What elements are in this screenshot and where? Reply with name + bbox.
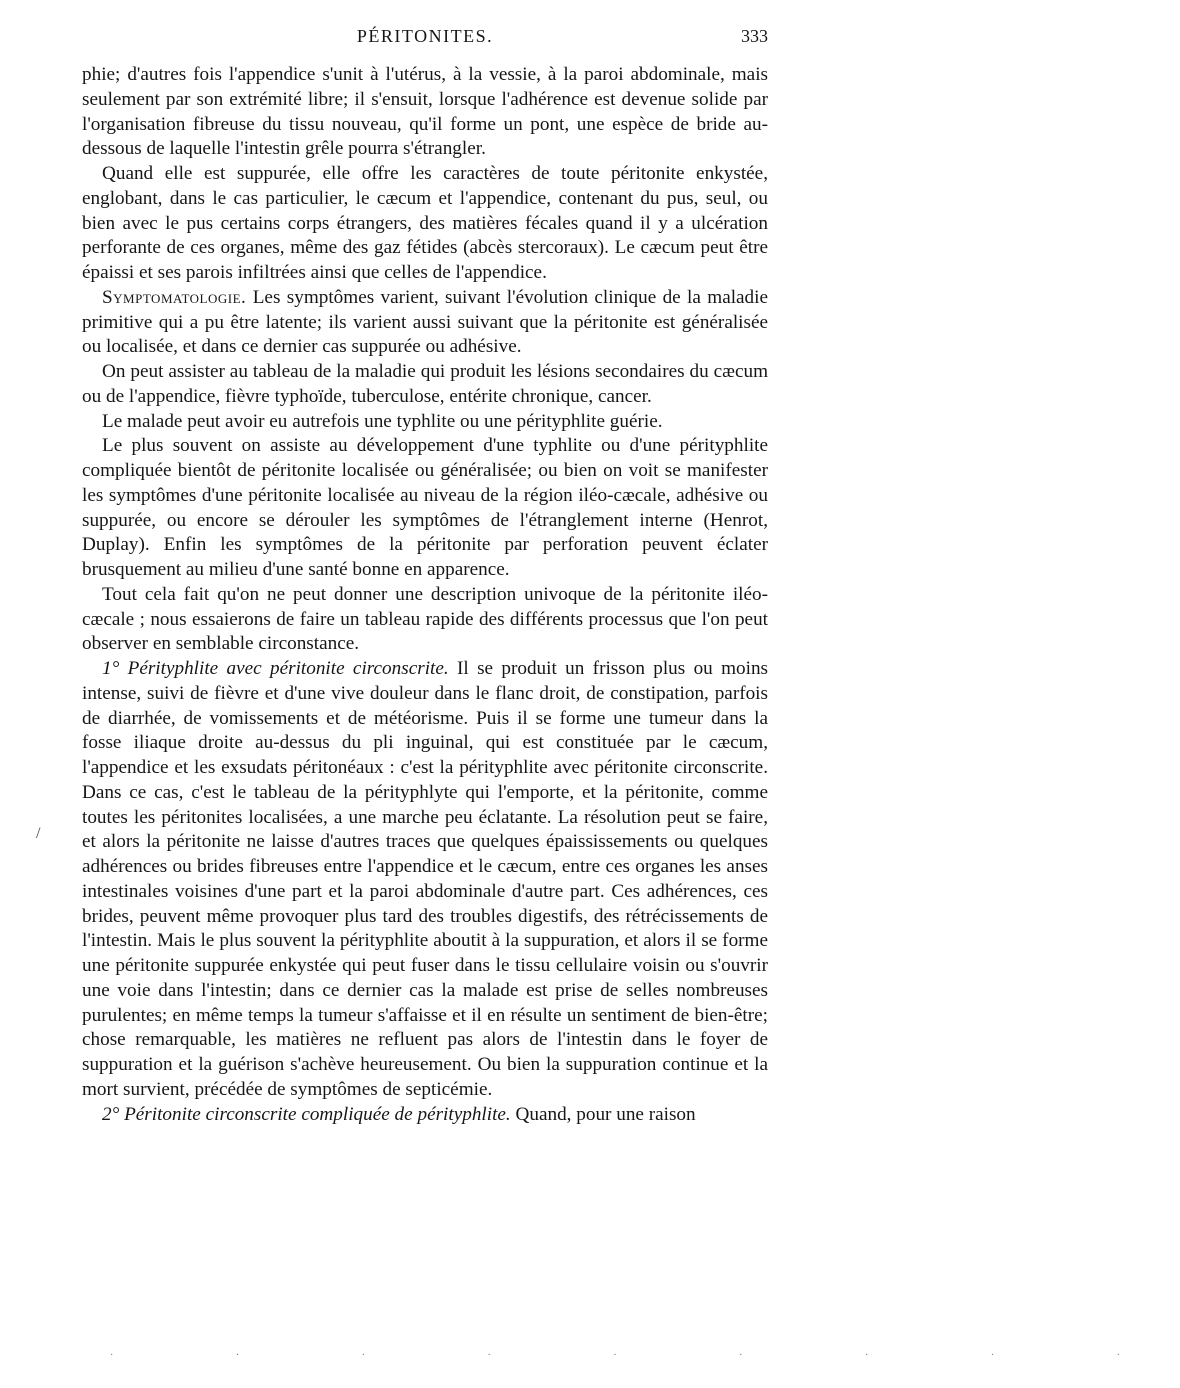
paragraph-perityphlite: 1° Pérityphlite avec péritonite circonscrite. Il se produit un frisson plus ou moins intense, suivi de fièvre et d'une vive douleur dans le flanc droit, de constipation, parfois de diarrhée, de vomissements et de météorisme. Puis il se forme une tumeur dans la fosse iliaque droite au-dessus du pli inguinal, qui est constituée par le cæcum, l'appendice et les exsudats péritonéaux : c'est la pérityphlite avec péritonite circonscrite. Dans ce cas, c'est le tableau de la pérityphlyte qui l'emporte, et la péritonite, comme toutes les péritonites localisées, a une marche peu éclatante. La résolution peut se faire, et alors la péritonite ne laisse d'autres traces que quelques épaississements ou quelques adhérences ou brides fibreuses entre l'appendice et le cæcum, entre ces organes les anses intestinales voisines d'une part et la paroi abdominale d'autre part. Ces adhérences, ces brides, peuvent même provoquer plus tard des troubles digestifs, des rétrécissements de l'intestin. Mais le plus souvent la pérityphlite aboutit à la suppuration, et alors il se forme une péritonite suppurée enkystée qui peut fuser dans le tissu cellulaire voisin ou s'ouvrir une voie dans l'intestin; dans ce dernier cas la malade est prise de selles nombreuses purulentes; en même temps la tumeur s'affaisse et il en résulte un sentiment de bien-être; chose remarquable, les matières ne refluent pas alors de l'intestin dans le foyer de suppuration et la guérison s'achève heureusement. Ou bien la suppuration continue et la mort survient, précédée de symptômes de septicémie. — [82, 658, 768, 1100]
section-lead: Symptomatologie. — [102, 286, 247, 308]
section-lead: 2° Péritonite circonscrite compliquée de pérityphlite. — [102, 1103, 511, 1125]
paragraph-1: phie; d'autres fois l'appendice s'unit à l'utérus, à la vessie, à la paroi abdominale, mais seulement par son extrémité libre; il s'ensuit, lorsque l'adhérence est devenue solide par l'organisation fibreuse du tissu nouveau, qu'il forme un pont, une espèce de bride au-dessous de laquelle l'intestin grêle pourra s'étrangler. — [82, 64, 768, 160]
section-lead: 1° Pérityphlite avec péritonite circonscrite. — [102, 658, 449, 679]
bleed-through-marks: · · · · · · · · · — [110, 1350, 1180, 1361]
page-number: 333 — [741, 26, 768, 46]
paragraph-5: Le malade peut avoir eu autrefois une typhlite ou une pérityphlite guérie. — [102, 410, 663, 432]
running-title: PÉRITONITES. — [356, 26, 494, 46]
paragraph-6: Le plus souvent on assiste au développement d'une typhlite ou d'une pérityphlite compliquée bientôt de péritonite localisée ou généralisée; ou bien on voit se manifester les symptômes d'une péritonite localisée au niveau de la région iléo-cæcale, adhésive ou suppurée, ou encore se dérouler les symptômes de l'étranglement interne (Henrot, Duplay). Enfin les symptômes de la péritonite par perforation peuvent éclater brusquement au milieu d'une santé bonne en apparence. — [82, 435, 768, 580]
page-header — [82, 26, 768, 56]
body-text — [82, 63, 768, 1127]
paragraph-symptomatologie: Symptomatologie. Les symptômes varient, suivant l'évolution clinique de la maladie primitive qui a pu être latente; ils varient aussi suivant que la péritonite est généralisée ou localisée, et dans ce dernier cas suppurée ou adhésive. — [82, 286, 769, 358]
paragraph-4: On peut assister au tableau de la maladie qui produit les lésions secondaires du cæcum ou de l'appendice, fièvre typhoïde, tuberculose, entérite chronique, cancer. — [82, 361, 768, 407]
margin-tick: / — [36, 825, 41, 842]
paragraph-7: Tout cela fait qu'on ne peut donner une description univoque de la péritonite iléo-cæcale ; nous essaierons de faire un tableau rapide des différents processus que l'on peut observer en semblable circonstance. — [82, 583, 768, 655]
paragraph-peritonite-circonscrite: 2° Péritonite circonscrite compliquée de pérityphlite. Quand, pour une raison — [102, 1103, 696, 1125]
paragraph-2: Quand elle est suppurée, elle offre les caractères de toute péritonite enkystée, englobant, dans le cas particulier, le cæcum et l'appendice, contenant du pus, seul, ou bien avec le pus certains corps étrangers, des matières fécales quand il y a ulcération perforante de ces organes, même des gaz fétides (abcès stercoraux). Le cæcum peut être épaissi et ses parois infiltrées ainsi que celles de l'appendice. — [82, 163, 768, 283]
